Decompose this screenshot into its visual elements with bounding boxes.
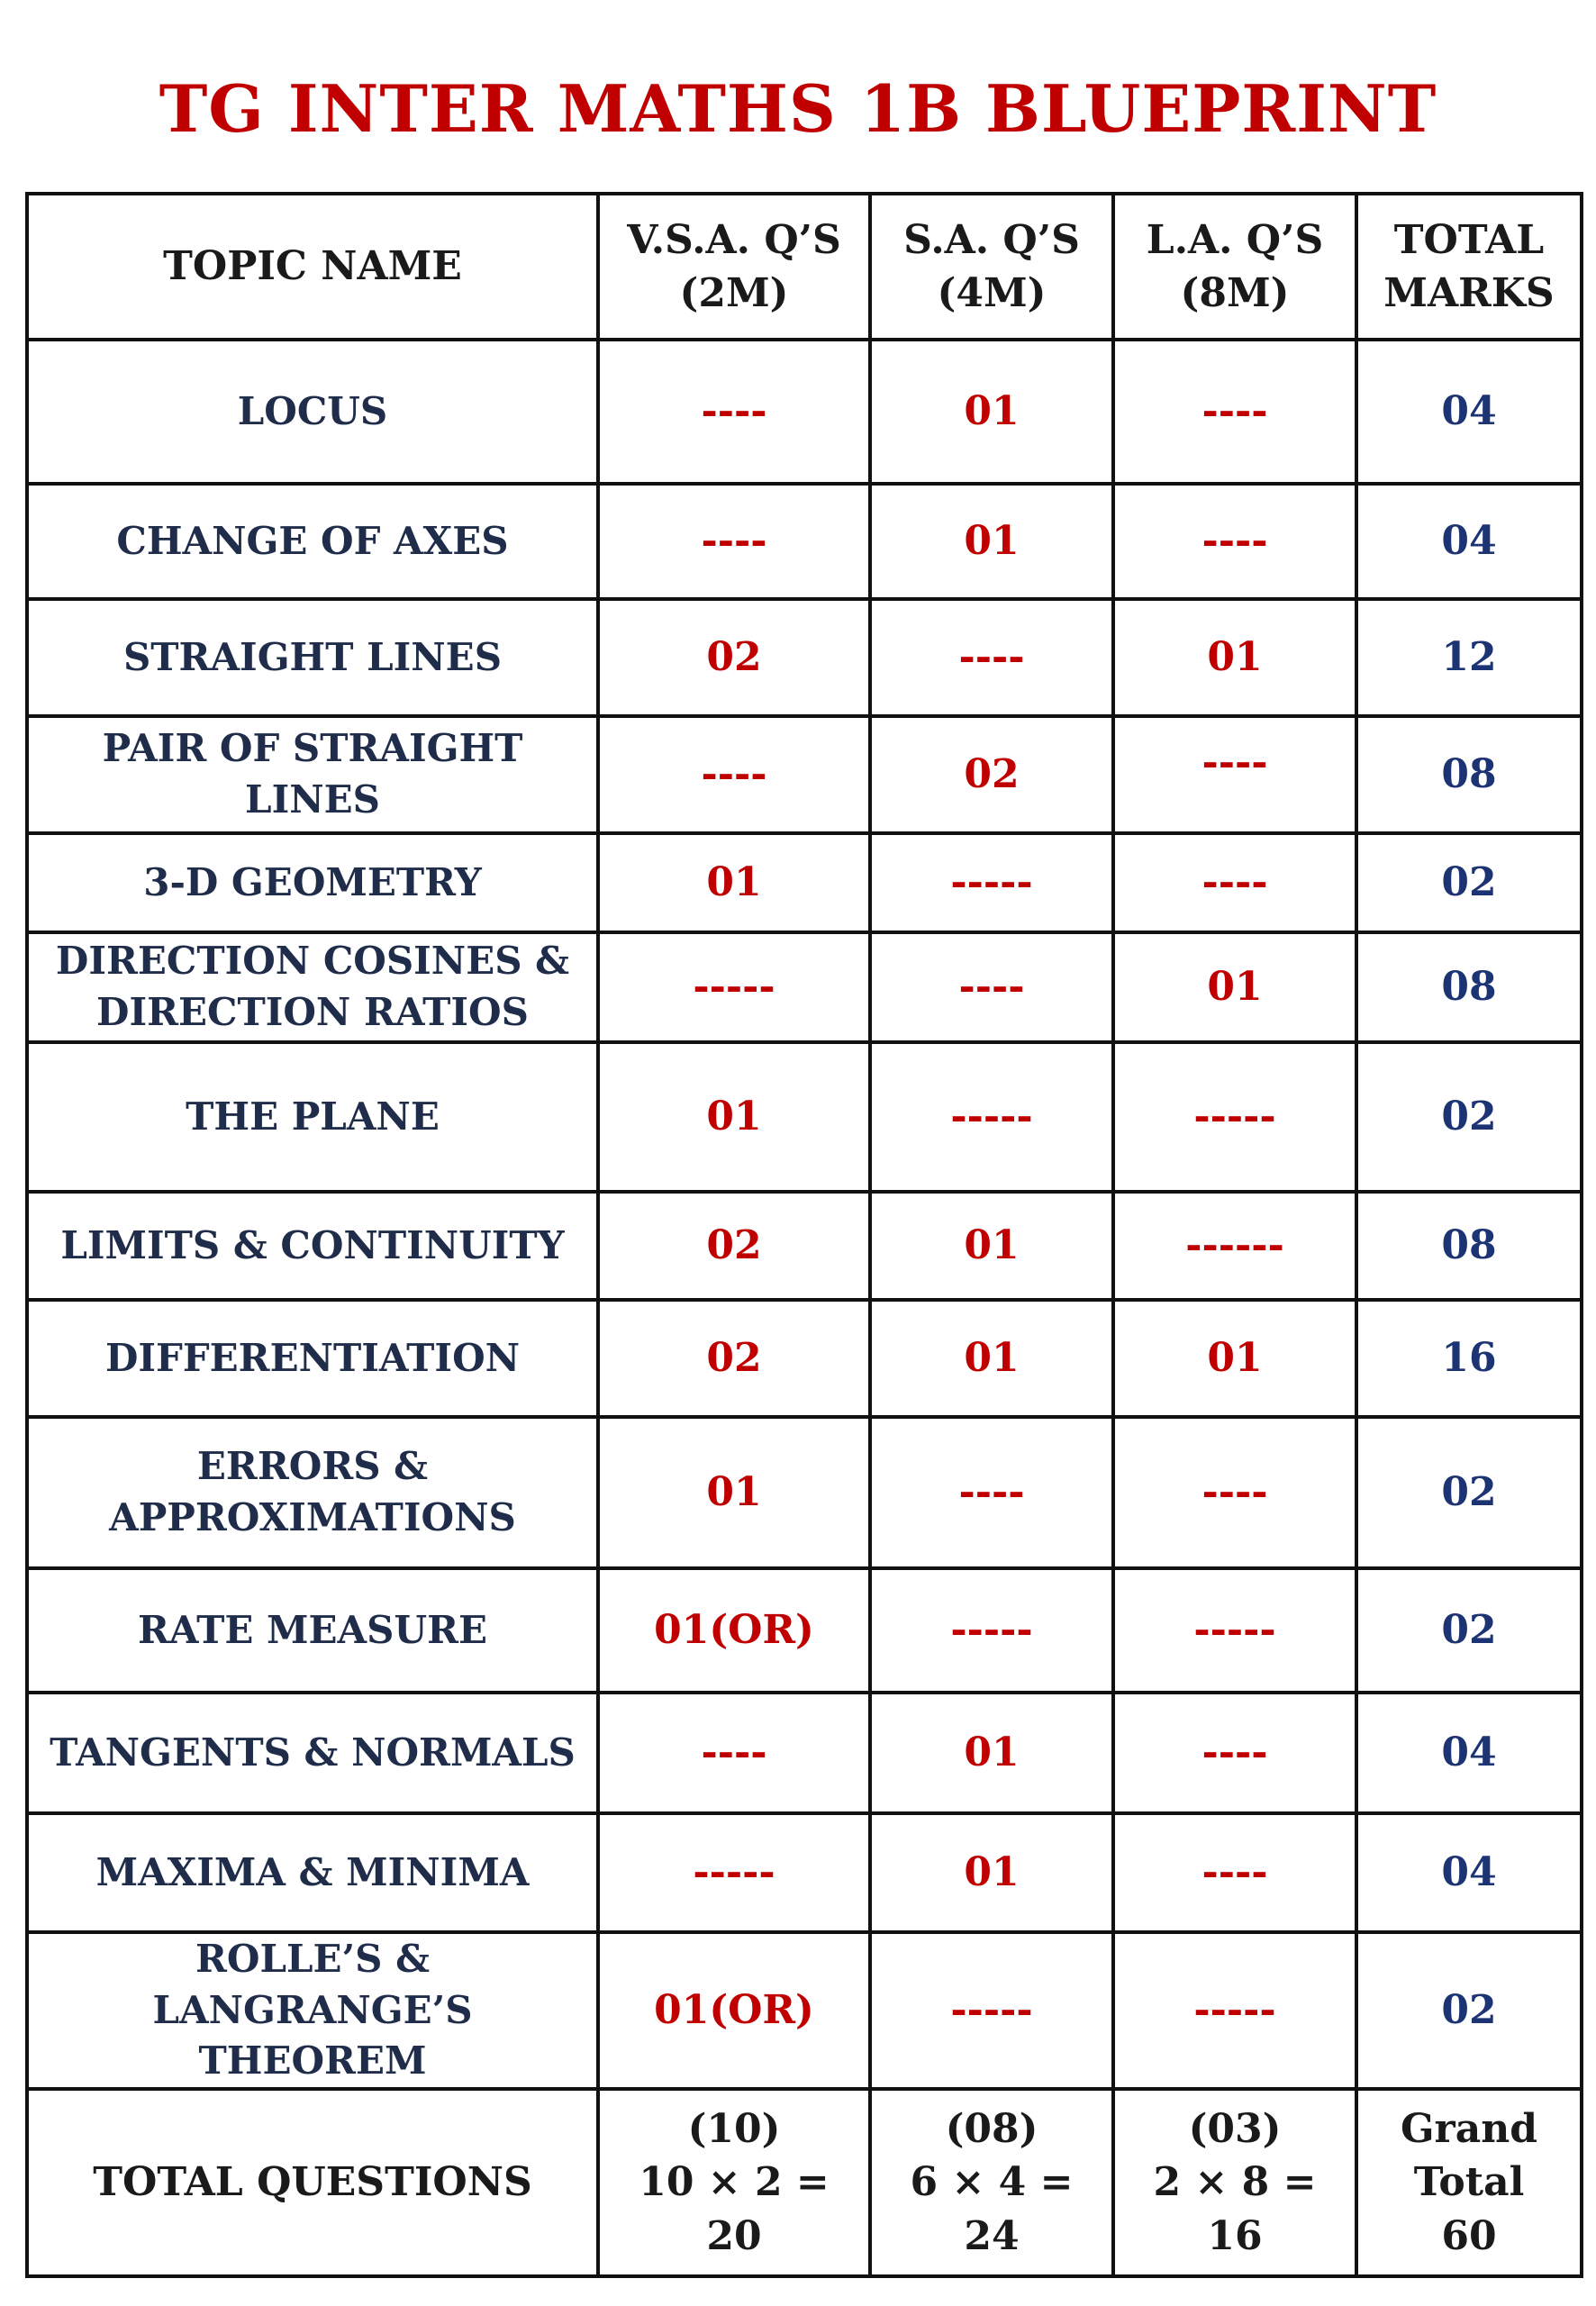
- vsaq-count: 01: [598, 1042, 870, 1192]
- topic-name: PAIR OF STRAIGHT LINES: [27, 716, 598, 833]
- topic-name-line-1: DIRECTION COSINES &: [55, 939, 570, 984]
- grand-total-label-1: Grand: [1400, 2105, 1538, 2152]
- header-vsaq-marks: (2M): [679, 270, 789, 316]
- vsaq-count: ----: [598, 1693, 870, 1813]
- total-marks: 12: [1356, 599, 1582, 716]
- header-saq-label: S.A. Q’S: [903, 216, 1080, 263]
- laq-count: ----: [1113, 716, 1356, 833]
- topic-name-line-2: DIRECTION RATIOS: [96, 990, 529, 1034]
- table-row: [27, 1568, 1582, 1693]
- topic-name-line-2: THEOREM: [198, 2038, 427, 2084]
- total-marks: 02: [1356, 1568, 1582, 1693]
- saq-count: -----: [870, 1932, 1113, 2089]
- header-row: [27, 194, 1582, 340]
- vsaq-total: [598, 2089, 870, 2276]
- laq-count: ----: [1113, 484, 1356, 599]
- saq-count: -----: [870, 1042, 1113, 1192]
- grand-total-label-2: Total: [1413, 2159, 1525, 2206]
- saq-count: 01: [870, 340, 1113, 484]
- total-marks: 04: [1356, 1693, 1582, 1813]
- table-row: [27, 932, 1582, 1042]
- table-row: [27, 833, 1582, 932]
- blueprint-table: [25, 192, 1583, 2278]
- total-marks: 02: [1356, 1042, 1582, 1192]
- footer-row: [27, 2089, 1582, 2276]
- laq-count: 01: [1113, 932, 1356, 1042]
- saq-count: 01: [870, 484, 1113, 599]
- laq-count: ------: [1113, 1192, 1356, 1300]
- laq-question-count: (03): [1188, 2105, 1282, 2152]
- laq-count: -----: [1113, 1568, 1356, 1693]
- laq-count: ----: [1113, 1417, 1356, 1568]
- total-marks: 02: [1356, 833, 1582, 932]
- topic-name: MAXIMA & MINIMA: [27, 1813, 598, 1932]
- topic-name: LIMITS & CONTINUITY: [27, 1192, 598, 1300]
- topic-name-line-1: ROLLE’S & LANGRANGE’S: [152, 1937, 473, 2032]
- laq-count: 01: [1113, 599, 1356, 716]
- total-marks: 04: [1356, 1813, 1582, 1932]
- saq-total: [870, 2089, 1113, 2276]
- page-title: TG INTER MATHS 1B BLUEPRINT: [159, 70, 1437, 147]
- vsaq-count: 01(OR): [598, 1932, 870, 2089]
- table-row: [27, 1042, 1582, 1192]
- saq-count: ----: [870, 1417, 1113, 1568]
- vsaq-count: 01: [598, 833, 870, 932]
- topic-name: RATE MEASURE: [27, 1568, 598, 1693]
- table-row: [27, 1192, 1582, 1300]
- total-marks: 16: [1356, 1300, 1582, 1417]
- laq-count: -----: [1113, 1932, 1356, 2089]
- header-saq-marks: (4M): [937, 270, 1047, 316]
- topic-name: CHANGE OF AXES: [27, 484, 598, 599]
- vsaq-count: 02: [598, 1192, 870, 1300]
- total-marks: 08: [1356, 932, 1582, 1042]
- table-row: [27, 1693, 1582, 1813]
- vsaq-count: 01: [598, 1417, 870, 1568]
- laq-marks-formula: 2 × 8 = 16: [1153, 2159, 1317, 2259]
- topic-name: [27, 1932, 598, 2089]
- total-marks: 08: [1356, 716, 1582, 833]
- topic-name: LOCUS: [27, 340, 598, 484]
- saq-count: 01: [870, 1813, 1113, 1932]
- header-laq-label: L.A. Q’S: [1146, 216, 1324, 263]
- header-vsaq: [598, 194, 870, 340]
- header-total-label: TOTAL: [1393, 216, 1545, 263]
- header-laq-marks: (8M): [1180, 270, 1290, 316]
- saq-count: 02: [870, 716, 1113, 833]
- laq-count: ----: [1113, 1693, 1356, 1813]
- topic-name: DIFFERENTIATION: [27, 1300, 598, 1417]
- table-row: [27, 1300, 1582, 1417]
- saq-count: 01: [870, 1192, 1113, 1300]
- vsaq-count: 02: [598, 599, 870, 716]
- vsaq-count: ----: [598, 340, 870, 484]
- vsaq-count: -----: [598, 1813, 870, 1932]
- header-marks-label: MARKS: [1383, 270, 1555, 316]
- vsaq-count: ----: [598, 716, 870, 833]
- total-marks: 02: [1356, 1932, 1582, 2089]
- total-marks: 02: [1356, 1417, 1582, 1568]
- saq-marks-formula: 6 × 4 = 24: [910, 2159, 1074, 2259]
- topic-name: THE PLANE: [27, 1042, 598, 1192]
- header-laq: [1113, 194, 1356, 340]
- header-vsaq-label: V.S.A. Q’S: [627, 216, 841, 263]
- header-topic-name: TOPIC NAME: [27, 194, 598, 340]
- grand-total-value: 60: [1441, 2212, 1497, 2259]
- table-row: [27, 484, 1582, 599]
- total-questions-label: TOTAL QUESTIONS: [27, 2089, 598, 2276]
- total-marks: 04: [1356, 484, 1582, 599]
- vsaq-count: -----: [598, 932, 870, 1042]
- laq-count: -----: [1113, 1042, 1356, 1192]
- topic-name: STRAIGHT LINES: [27, 599, 598, 716]
- table-row: [27, 716, 1582, 833]
- saq-count: -----: [870, 1568, 1113, 1693]
- saq-count: ----: [870, 599, 1113, 716]
- vsaq-count: 01(OR): [598, 1568, 870, 1693]
- laq-count: ----: [1113, 833, 1356, 932]
- topic-name: TANGENTS & NORMALS: [27, 1693, 598, 1813]
- saq-count: 01: [870, 1300, 1113, 1417]
- vsaq-count: ----: [598, 484, 870, 599]
- vsaq-marks-formula: 10 × 2 = 20: [639, 2159, 830, 2259]
- vsaq-count: 02: [598, 1300, 870, 1417]
- grand-total: [1356, 2089, 1582, 2276]
- topic-name: ERRORS & APPROXIMATIONS: [27, 1417, 598, 1568]
- saq-count: -----: [870, 833, 1113, 932]
- topic-name: 3-D GEOMETRY: [27, 833, 598, 932]
- laq-total: [1113, 2089, 1356, 2276]
- laq-count: ----: [1113, 340, 1356, 484]
- table-row: [27, 599, 1582, 716]
- header-saq: [870, 194, 1113, 340]
- laq-count: ----: [1113, 1813, 1356, 1932]
- laq-count: 01: [1113, 1300, 1356, 1417]
- saq-question-count: (08): [945, 2105, 1038, 2152]
- saq-count: ----: [870, 932, 1113, 1042]
- table-row: [27, 1417, 1582, 1568]
- vsaq-question-count: (10): [687, 2105, 781, 2152]
- total-marks: 08: [1356, 1192, 1582, 1300]
- total-marks: 04: [1356, 340, 1582, 484]
- saq-count: 01: [870, 1693, 1113, 1813]
- table-row: [27, 1813, 1582, 1932]
- table-row: [27, 340, 1582, 484]
- table-row: [27, 1932, 1582, 2089]
- header-total-marks: [1356, 194, 1582, 340]
- topic-name: [27, 932, 598, 1042]
